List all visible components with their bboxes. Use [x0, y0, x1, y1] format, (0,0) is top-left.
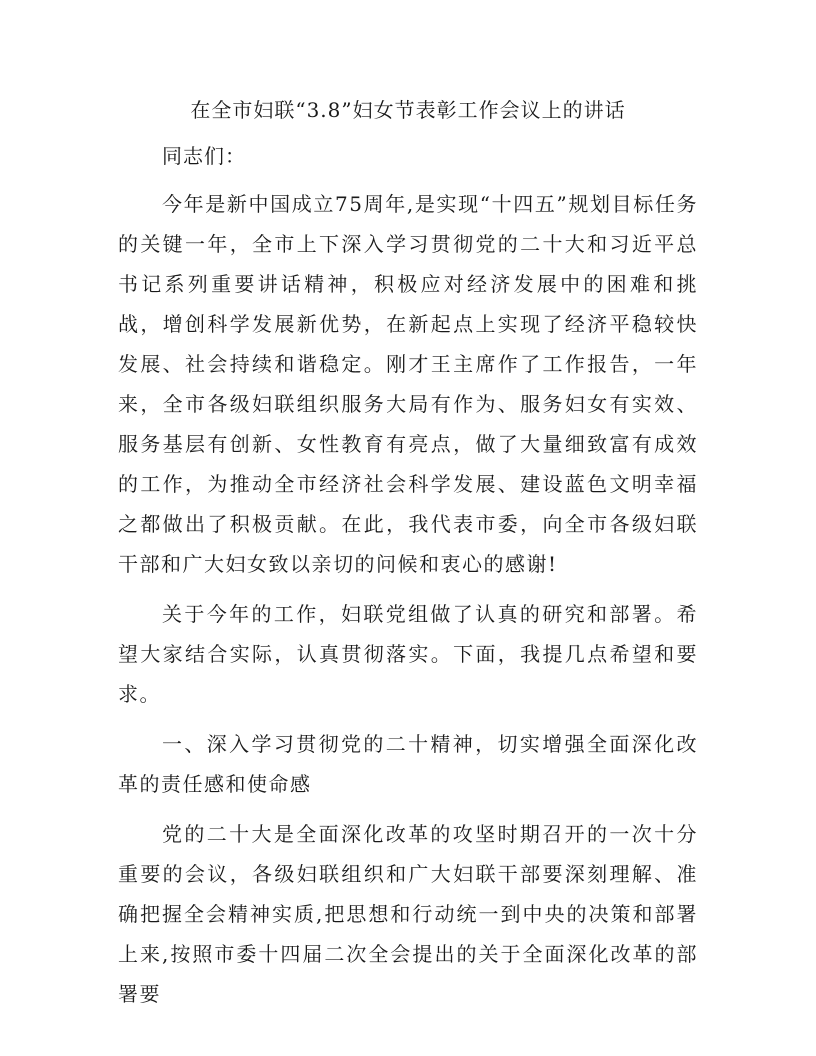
- paragraph-section-1: 党的二十大是全面深化改革的攻坚时期召开的一次十分重要的会议，各级妇联组织和广大妇联干部要深刻理解、准确把握全会精神实质,把思想和行动统一到中央的决策和部署上来,按照市委十四届二次全会提出的关于全面深化改革的部署要: [118, 822, 698, 1006]
- section-heading-1: 一、深入学习贯彻党的二十精神，切实增强全面深化改革的责任感和使命感: [118, 732, 698, 796]
- document-body: [118, 92, 698, 1024]
- document-title: 在全市妇联“3.8”妇女节表彰工作会议上的讲话: [190, 98, 626, 122]
- paragraph-intro: 今年是新中国成立75周年,是实现“十四五”规划目标任务的关键一年，全市上下深入学习贯彻党的二十大和习近平总书记系列重要讲话精神，积极应对经济发展中的困难和挑战，增创科学发展新优势，在新起点上实现了经济平稳较快发展、社会持续和谐稳定。刚才王主席作了工作报告，一年来，全市各级妇联组织服务大局有作为、服务妇女有实效、服务基层有创新、女性教育有亮点，做了大量细致富有成效的工作，为推动全市经济社会科学发展、建设蓝色文明幸福之都做出了积极贡献。在此，我代表市委，向全市各级妇联干部和广大妇女致以亲切的问候和衷心的感谢!: [118, 192, 698, 576]
- paragraph-work-plan: 关于今年的工作，妇联党组做了认真的研究和部署。希望大家结合实际，认真贯彻落实。下面，我提几点希望和要求。: [118, 602, 698, 706]
- salutation: 同志们：: [162, 144, 246, 168]
